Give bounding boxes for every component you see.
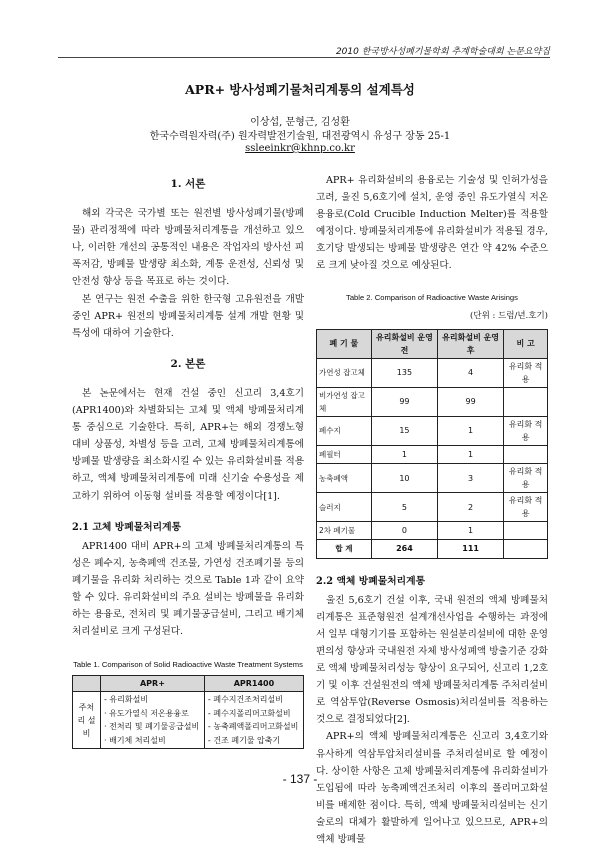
list-item: - 폐수지건조처리설비 xyxy=(207,695,283,705)
table-cell: 슬러지 xyxy=(317,493,372,522)
table-cell xyxy=(504,387,548,416)
table1-apr1400-cell xyxy=(204,692,303,749)
table-cell: 111 xyxy=(438,540,504,558)
table-cell: 폐수지 xyxy=(317,416,372,445)
conference-header: 2010 한국방사성폐기물학회 추계학술대회 논문요약집 xyxy=(335,47,550,57)
subsection-2-2-heading: 2.2 액체 방폐물처리계통 xyxy=(316,575,426,587)
table-cell: 폐필터 xyxy=(317,445,372,463)
table-cell xyxy=(504,540,548,558)
table1-col-aprplus: APR+ xyxy=(101,676,205,692)
table-cell: 99 xyxy=(371,387,437,416)
table-cell: 가연성 잡고체 xyxy=(317,358,372,387)
intro-paragraph-2: 본 연구는 원전 수출을 위한 한국형 고유원전을 개발 중인 APR+ 원전의 방폐물처리계통 설계 개발 현황 및 특성에 대하여 기술한다. xyxy=(72,293,304,339)
table2-header: 유리화설비 운영후 xyxy=(438,329,504,358)
table-cell: 1 xyxy=(438,522,504,540)
table1-row-head: 주처리 설비 xyxy=(73,692,101,749)
table-cell: 유리화 적용 xyxy=(504,358,548,387)
right-paragraph-1: APR+ 유리화설비의 용융로는 기술성 및 인허가성을 고려, 울진 5,6호기에 설치, 운영 중인 유도가열식 저온용융로(Cold Crucible Induction Melter)를 적용할 예정이다. 방폐물처리계통에 유리화설비가 적용될 경우, 호기당 발생되는 방폐물 발생량은 연간 약 42% 수준으로 크게 낮아질 것으로 예상된다. xyxy=(316,175,548,272)
table-row xyxy=(317,464,548,493)
authors: 이상섭, 문형근, 김성환 xyxy=(250,117,350,128)
table2-header: 유리화설비 운영전 xyxy=(371,329,437,358)
table-cell: 4 xyxy=(438,358,504,387)
affiliation: 한국수력원자력(주) 원자력발전기술원, 대전광역시 유성구 장동 25-1 xyxy=(149,131,451,142)
table-cell: 1 xyxy=(371,445,437,463)
table-row xyxy=(317,493,548,522)
intro-paragraph-1: 해외 각국은 국가별 또는 원전별 방사성폐기물(방폐물) 관리정책에 따라 방폐물처리계통을 개선하고 있으나, 이러한 개선의 공통적인 내용은 작업자의 방사선 피폭저감, 방폐물 발생량 최소화, 계통 운전성, 신뢰성 및 안전성 향상 등을 목표로 하는 것이다. xyxy=(72,208,304,288)
table-cell: 유리화 적용 xyxy=(504,416,548,445)
table-cell xyxy=(504,522,548,540)
table1-corner xyxy=(73,676,101,692)
table-cell: 농축폐액 xyxy=(317,464,372,493)
table2 xyxy=(316,329,548,559)
table-cell: 유리화 적용 xyxy=(504,464,548,493)
right-column xyxy=(316,172,548,848)
list-item: - 건조 폐기물 압축기 xyxy=(207,735,281,745)
table-cell: 0 xyxy=(371,522,437,540)
table-cell: 99 xyxy=(438,387,504,416)
table-cell: 3 xyxy=(438,464,504,493)
table-cell: 10 xyxy=(371,464,437,493)
table2-header: 비 고 xyxy=(504,329,548,358)
table1-col-apr1400: APR1400 xyxy=(204,676,303,692)
table-row xyxy=(317,445,548,463)
subsection-2-2-paragraph-2: APR+의 액체 방폐물처리계통은 신고리 3,4호기와 유사하게 역삼투압처리설비를 주처리설비로 할 예정이다. 상이한 사항은 고체 방폐물처리계통에 유리화설비가 도입됨에 따라 농축폐액건조처리 이후의 폴리머고화설비를 배제한 점이다. 특히, 액체 방폐물처리설비는 신기술로의 대체가 활발하게 일어나고 있으므로, APR+의 액체 방폐물 xyxy=(316,731,548,846)
list-item: · 배기체 처리설비 xyxy=(104,735,166,745)
subsection-2-1-paragraph: APR1400 대비 APR+의 고체 방폐물처리계통의 특성은 폐수지, 농축폐액 건조물, 가연성 건조폐기물 등의 폐기물을 유리화 처리하는 것으로 Table 1과 같이 요약할 수 있다. 유리화설비의 주요 설비는 방폐물을 유리화하는 용융로, 전처리 및 폐기물공급설비, 그리고 배기체 처리설비로 크게 구성된다. xyxy=(72,540,304,638)
header-rule xyxy=(58,57,550,58)
table2-caption: Table 2. Comparison of Radioactive Waste Arisings xyxy=(346,292,518,302)
left-column xyxy=(72,172,304,749)
list-item: - 폐수지폴리머고화설비 xyxy=(207,708,291,718)
body-heading: 2. 본론 xyxy=(170,357,206,370)
subsection-2-2-paragraph-1: 울진 5,6호기 건설 이후, 국내 원전의 액체 방폐물처리계통은 표준형원전 설계개선사업을 수행하는 과정에서 일부 대형기기를 포함하는 원설분리설비에 대한 운영 편의성 향상과 국내원전 자체 방사성폐액 방출기준 강화로 액체 방폐물처리성능 향상이 요구되어, 신고리 1,2호기 및 이후 건설원전의 액체 방폐물처리계통 주처리설비로 역삼투압(Reverse Osmosis)처리설비를 적용하는 것으로 결정되었다[2]. xyxy=(316,594,548,726)
list-item: - 유리화설비 xyxy=(104,695,149,705)
list-item: · 유도가열식 저온용융로 xyxy=(104,708,189,718)
table-cell: 2 xyxy=(438,493,504,522)
table-cell: 1 xyxy=(438,416,504,445)
body-paragraph-1: 본 논문에서는 현재 건설 중인 신고리 3,4호기(APR1400)와 차별화되는 고체 및 액체 방폐물처리계통 중심으로 기술한다. 특히, APR+는 해외 경쟁노형 대비 상품성, 차별성 등을 고려, 고체 방폐물처리계통에 방폐물 발생량을 최소화시킬 수 있는 유리화설비를 적용하고, 액체 방폐물처리계통에 미래 신기술 수용성을 제고하기 위하여 이동형 설비를 적용할 예정이다[1]. xyxy=(72,387,304,502)
table1 xyxy=(72,675,304,749)
table-cell: 비가연성 잡고체 xyxy=(317,387,372,416)
table-cell: 15 xyxy=(371,416,437,445)
table-row xyxy=(317,387,548,416)
email-link[interactable]: ssleeinkr@khnp.co.kr xyxy=(245,143,355,154)
table1-aprplus-cell xyxy=(101,692,205,749)
table-cell xyxy=(504,445,548,463)
table-row xyxy=(317,358,548,387)
subsection-2-1-heading: 2.1 고체 방폐물처리계통 xyxy=(72,521,182,533)
table-row xyxy=(317,416,548,445)
table-cell: 5 xyxy=(371,493,437,522)
list-item: - 농축폐액폴리머고화설비 xyxy=(207,722,299,732)
table-cell: 2차 폐기물 xyxy=(317,522,372,540)
table-cell: 유리화 적용 xyxy=(504,493,548,522)
table-cell: 1 xyxy=(438,445,504,463)
list-item: · 전처리 및 폐기물공급설비 xyxy=(104,722,200,732)
intro-heading: 1. 서론 xyxy=(170,178,206,190)
table-cell: 합 계 xyxy=(317,540,372,558)
table2-unit: (단위 : 드럼/년.호기) xyxy=(470,310,548,321)
table-row xyxy=(317,522,548,540)
table1-caption: Table 1. Comparison of Solid Radioactive Waste Treatment Systems xyxy=(73,660,303,670)
page-number: - 137 - xyxy=(282,772,318,786)
table2-header: 폐 기 물 xyxy=(317,329,372,358)
table-total-row xyxy=(317,540,548,558)
table-cell: 264 xyxy=(371,540,437,558)
table-cell: 135 xyxy=(371,358,437,387)
paper-title: APR+ 방사성폐기물처리계통의 설계특성 xyxy=(185,82,415,97)
